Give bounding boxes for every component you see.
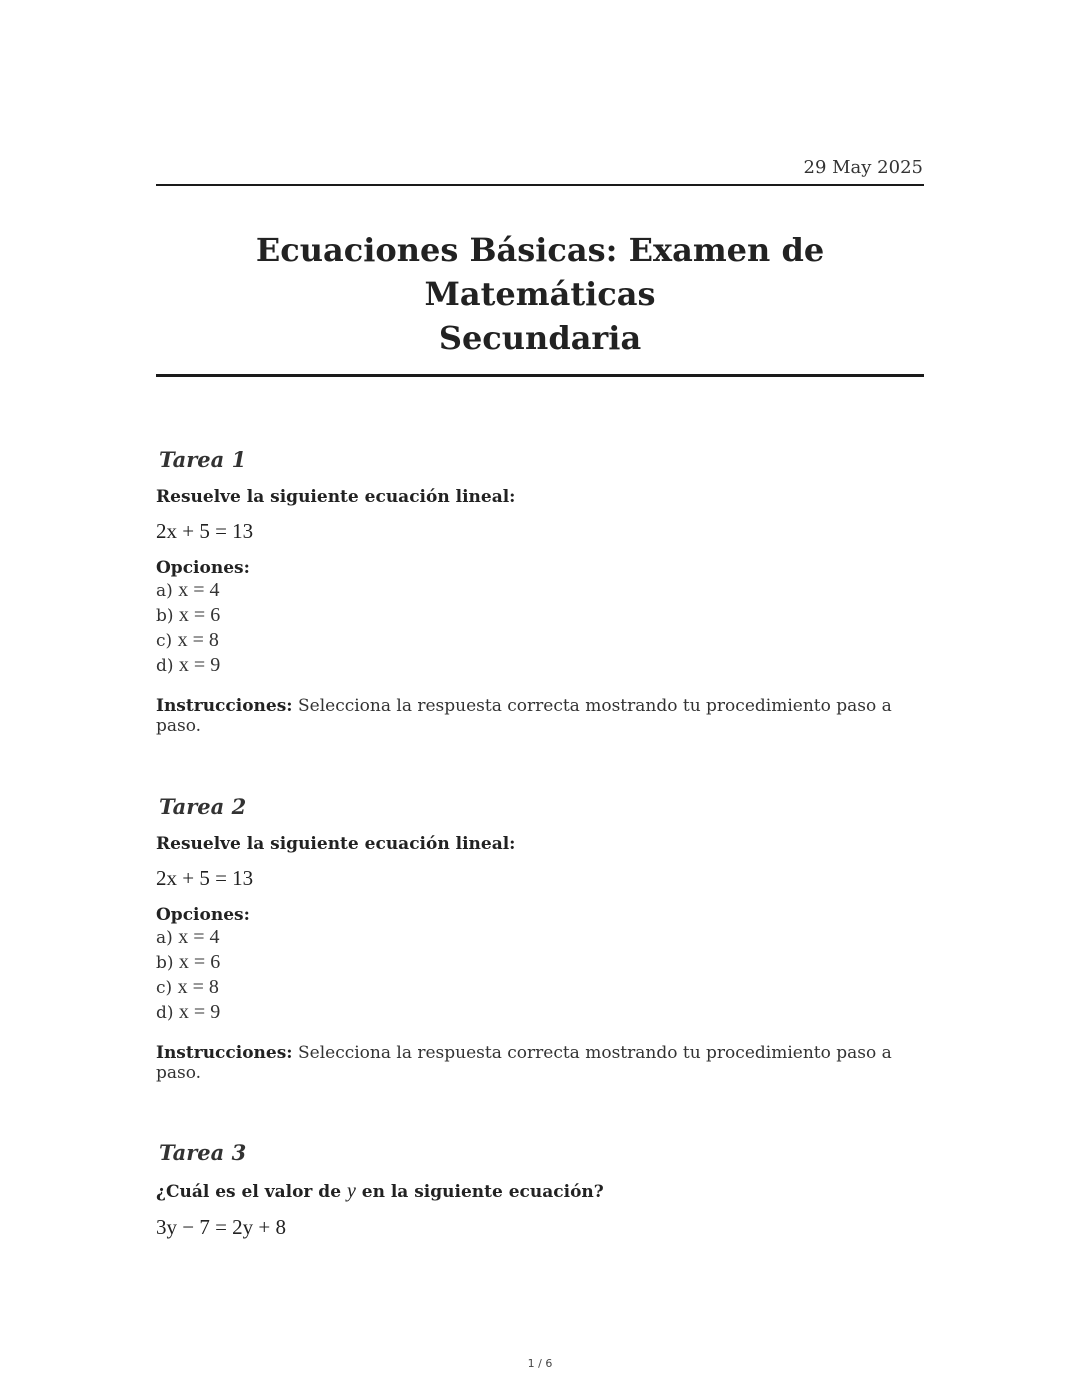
page-title xyxy=(156,228,924,360)
option-c: c) x = 8 xyxy=(156,629,219,651)
task-instructions: Instrucciones: Selecciona la respuesta correcta mostrando tu procedimiento paso a paso. xyxy=(156,1043,892,1083)
option-b: b) x = 6 xyxy=(156,951,221,973)
title-rule xyxy=(156,374,924,377)
task-instructions: Instrucciones: Selecciona la respuesta correcta mostrando tu procedimiento paso a paso. xyxy=(156,696,892,736)
task-title: Tarea 1 xyxy=(159,447,247,472)
page-number: 1 / 6 xyxy=(527,1357,553,1370)
date-header: 29 May 2025 xyxy=(803,157,923,178)
option-a: a) x = 4 xyxy=(156,579,220,601)
options-label: Opciones: xyxy=(156,905,250,925)
task-prompt: ¿Cuál es el valor de y en la siguiente ecuación? xyxy=(156,1180,604,1202)
task-prompt: Resuelve la siguiente ecuación lineal: xyxy=(156,487,516,507)
task-title: Tarea 3 xyxy=(159,1140,247,1165)
task-3 xyxy=(156,1140,936,1240)
options-label: Opciones: xyxy=(156,558,250,578)
option-b: b) x = 6 xyxy=(156,604,221,626)
task-prompt: Resuelve la siguiente ecuación lineal: xyxy=(156,834,516,854)
header-rule xyxy=(156,184,924,186)
option-d: d) x = 9 xyxy=(156,1001,221,1023)
task-equation: 3y − 7 = 2y + 8 xyxy=(156,1215,287,1239)
task-equation: 2x + 5 = 13 xyxy=(156,866,254,890)
page-title-line-1: Ecuaciones Básicas: Examen de Matemáticas xyxy=(255,231,825,313)
task-2 xyxy=(156,794,936,1083)
task-1 xyxy=(156,447,936,736)
option-c: c) x = 8 xyxy=(156,976,219,998)
option-d: d) x = 9 xyxy=(156,654,221,676)
page-title-line-2: Secundaria xyxy=(438,319,642,357)
task-equation: 2x + 5 = 13 xyxy=(156,519,254,543)
task-title: Tarea 2 xyxy=(159,794,247,819)
option-a: a) x = 4 xyxy=(156,926,220,948)
